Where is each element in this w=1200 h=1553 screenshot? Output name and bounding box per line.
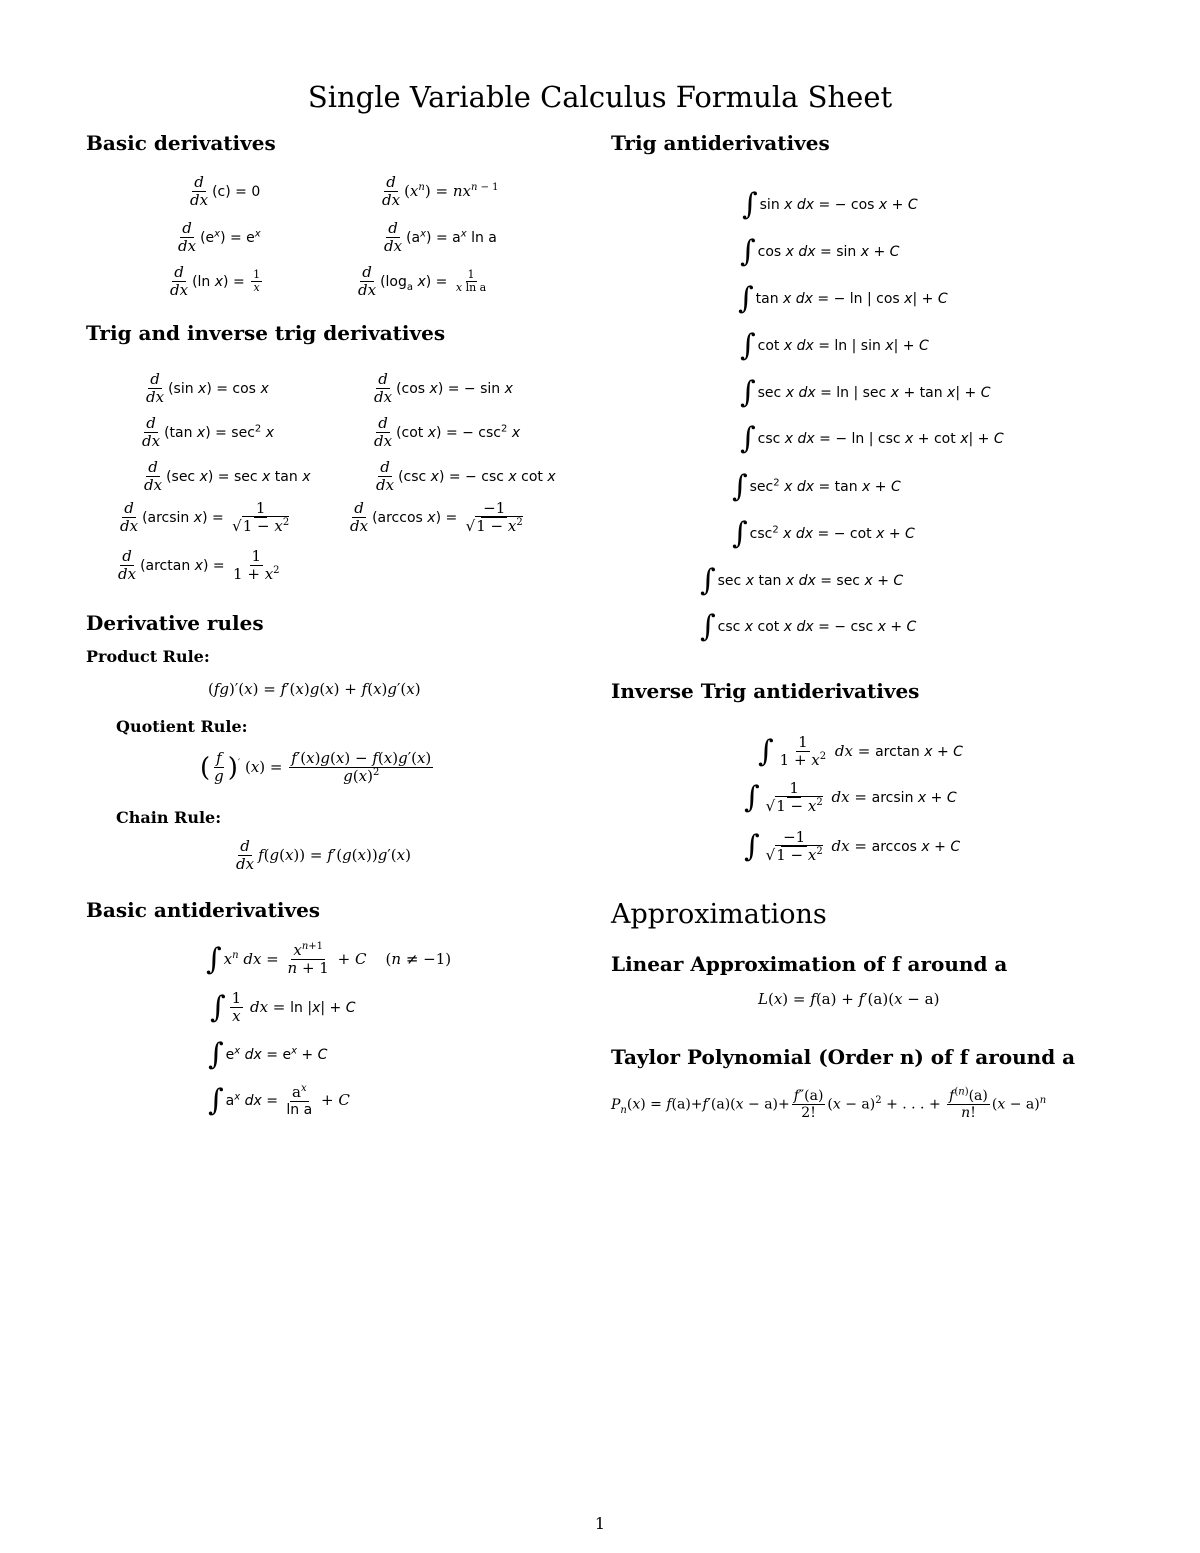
formula-derivative-constant: $\frac{d}{dx}$ (c) = 0 [190, 173, 261, 210]
label-quotient-rule: Quotient Rule: [116, 717, 248, 736]
formula-derivative-cot: $\frac{d}{dx}$ (cot x) = − $\csc^2 x$ [374, 414, 521, 451]
section-heading-linear-approximation: Linear Approximation of f around a [611, 952, 1008, 976]
formula-derivative-power: $\frac{d}{dx}$ $(x^n) = nx^{n - 1}$ [382, 173, 499, 210]
formula-integral-arctan: ∫ $\frac{1}{1 + x^2}$ dx = arctan x + C [758, 733, 963, 770]
formula-integral-csc-squared: ∫ $\csc^2 x$ dx = − cot x + C [732, 516, 915, 551]
section-heading-basic-antiderivatives: Basic antiderivatives [86, 898, 321, 922]
formula-derivative-arccos: $\frac{d}{dx}$ (arccos x) = $\frac{-1}{√1 - x^2}$ [350, 499, 523, 536]
formula-derivative-log-a: $\frac{d}{dx}$ ($\log_a$ x) = $\frac{1}{\text{x ln a}}$ [358, 263, 487, 300]
section-heading-trig-derivatives: Trig and inverse trig derivatives [86, 321, 446, 345]
formula-integral-sec-squared: ∫ $\sec^2 x$ dx = tan x + C [732, 469, 901, 504]
formula-integral-tan: ∫ tan x dx = − ln | cos x| + C [738, 281, 948, 316]
formula-derivative-sec: $\frac{d}{dx}$ (sec x) = sec x tan x [144, 458, 311, 495]
section-heading-inverse-trig-antiderivatives: Inverse Trig antiderivatives [611, 679, 920, 703]
formula-integral-sec-tan: ∫ sec x tan x dx = sec x + C [700, 563, 904, 598]
formula-derivative-arctan: $\frac{d}{dx}$ (arctan x) = $\frac{1}{1 + x^2}$ [118, 547, 280, 584]
formula-quotient-rule: ( $\frac{f}{g}$ )′ (x) = $\frac{f'(x)g(x) - f(x)g'(x)}{g(x)^2}$ [200, 749, 432, 786]
formula-integral-cos: ∫ cos x dx = sin x + C [740, 234, 900, 269]
label-chain-rule: Chain Rule: [116, 808, 222, 827]
formula-derivative-exp: $\frac{d}{dx}$ $(e^x) = e^x$ [178, 219, 261, 256]
formula-chain-rule: $\frac{d}{dx}$ f(g(x)) = f′(g(x))g′(x) [236, 837, 411, 874]
formula-integral-cot: ∫ cot x dx = ln | sin x| + C [740, 328, 929, 363]
formula-product-rule: (fg)′(x) = f′(x)g(x) + f(x)g′(x) [208, 680, 421, 698]
formula-derivative-arcsin: $\frac{d}{dx}$ (arcsin x) = $\frac{1}{√1 - x^2}$ [120, 499, 290, 536]
label-product-rule: Product Rule: [86, 647, 210, 666]
formula-integral-csc-cot: ∫ csc x cot x dx = − csc x + C [700, 609, 917, 644]
formula-linear-approximation: L(x) = f(a) + f′(a)(x − a) [758, 990, 940, 1008]
formula-derivative-sin: $\frac{d}{dx}$ (sin x) = cos x [146, 370, 269, 407]
formula-antiderivative-exp-a: ∫ $a^x$ dx = $\frac{a^x}{\text{ln a}}$ + C [208, 1083, 350, 1119]
section-heading-taylor-polynomial: Taylor Polynomial (Order n) of f around a [611, 1045, 1076, 1069]
formula-derivative-csc: $\frac{d}{dx}$ (csc x) = − csc x cot x [376, 458, 556, 495]
formula-taylor-polynomial: $P_n(x) = f(a)+f'(a)(x - a)+$ $\frac{f''(a)}{2!}$ $(x - a)^2$ + . . . + $\frac{f^{(n)}(a)}{n!}$ $(x - a)^n$ [611, 1086, 1047, 1122]
formula-derivative-tan: $\frac{d}{dx}$ (tan $x) = \sec^2 x$ [142, 414, 275, 451]
section-heading-trig-antiderivatives: Trig antiderivatives [611, 131, 830, 155]
formula-integral-arccos: ∫ $\frac{-1}{√1 - x^2}$ dx = arccos x + C [744, 828, 961, 865]
formula-integral-arcsin: ∫ $\frac{1}{√1 - x^2}$ dx = arcsin x + C [744, 779, 957, 816]
formula-antiderivative-exp: ∫ $e^x$ dx = $e^x + C$ [208, 1037, 328, 1072]
formula-antiderivative-reciprocal: ∫ $\frac{1}{x}$ dx = ln |x| + C [210, 989, 356, 1026]
section-heading-basic-derivatives: Basic derivatives [86, 131, 276, 155]
page-number: 1 [594, 1514, 606, 1533]
section-heading-derivative-rules: Derivative rules [86, 611, 264, 635]
formula-derivative-exp-a: $\frac{d}{dx}$ $(a^x) = a^x$ ln a [384, 219, 497, 256]
formula-antiderivative-power: ∫ $x^n$ dx = $\frac{x^{n+1}}{n + 1}$ + C (n ≠ −1) [206, 941, 452, 978]
formula-derivative-ln: $\frac{d}{dx}$ (ln x) = $\frac{1}{x}$ [170, 263, 261, 300]
page-title: Single Variable Calculus Formula Sheet [307, 80, 893, 114]
formula-derivative-cos: $\frac{d}{dx}$ (cos x) = − sin x [374, 370, 513, 407]
formula-integral-sec: ∫ sec x dx = ln | sec x + tan x| + C [740, 375, 991, 410]
formula-integral-csc: ∫ csc x dx = − ln | csc x + cot x| + C [740, 421, 1004, 456]
section-heading-approximations: Approximations [611, 899, 827, 930]
formula-integral-sin: ∫ sin x dx = − cos x + C [742, 187, 918, 222]
